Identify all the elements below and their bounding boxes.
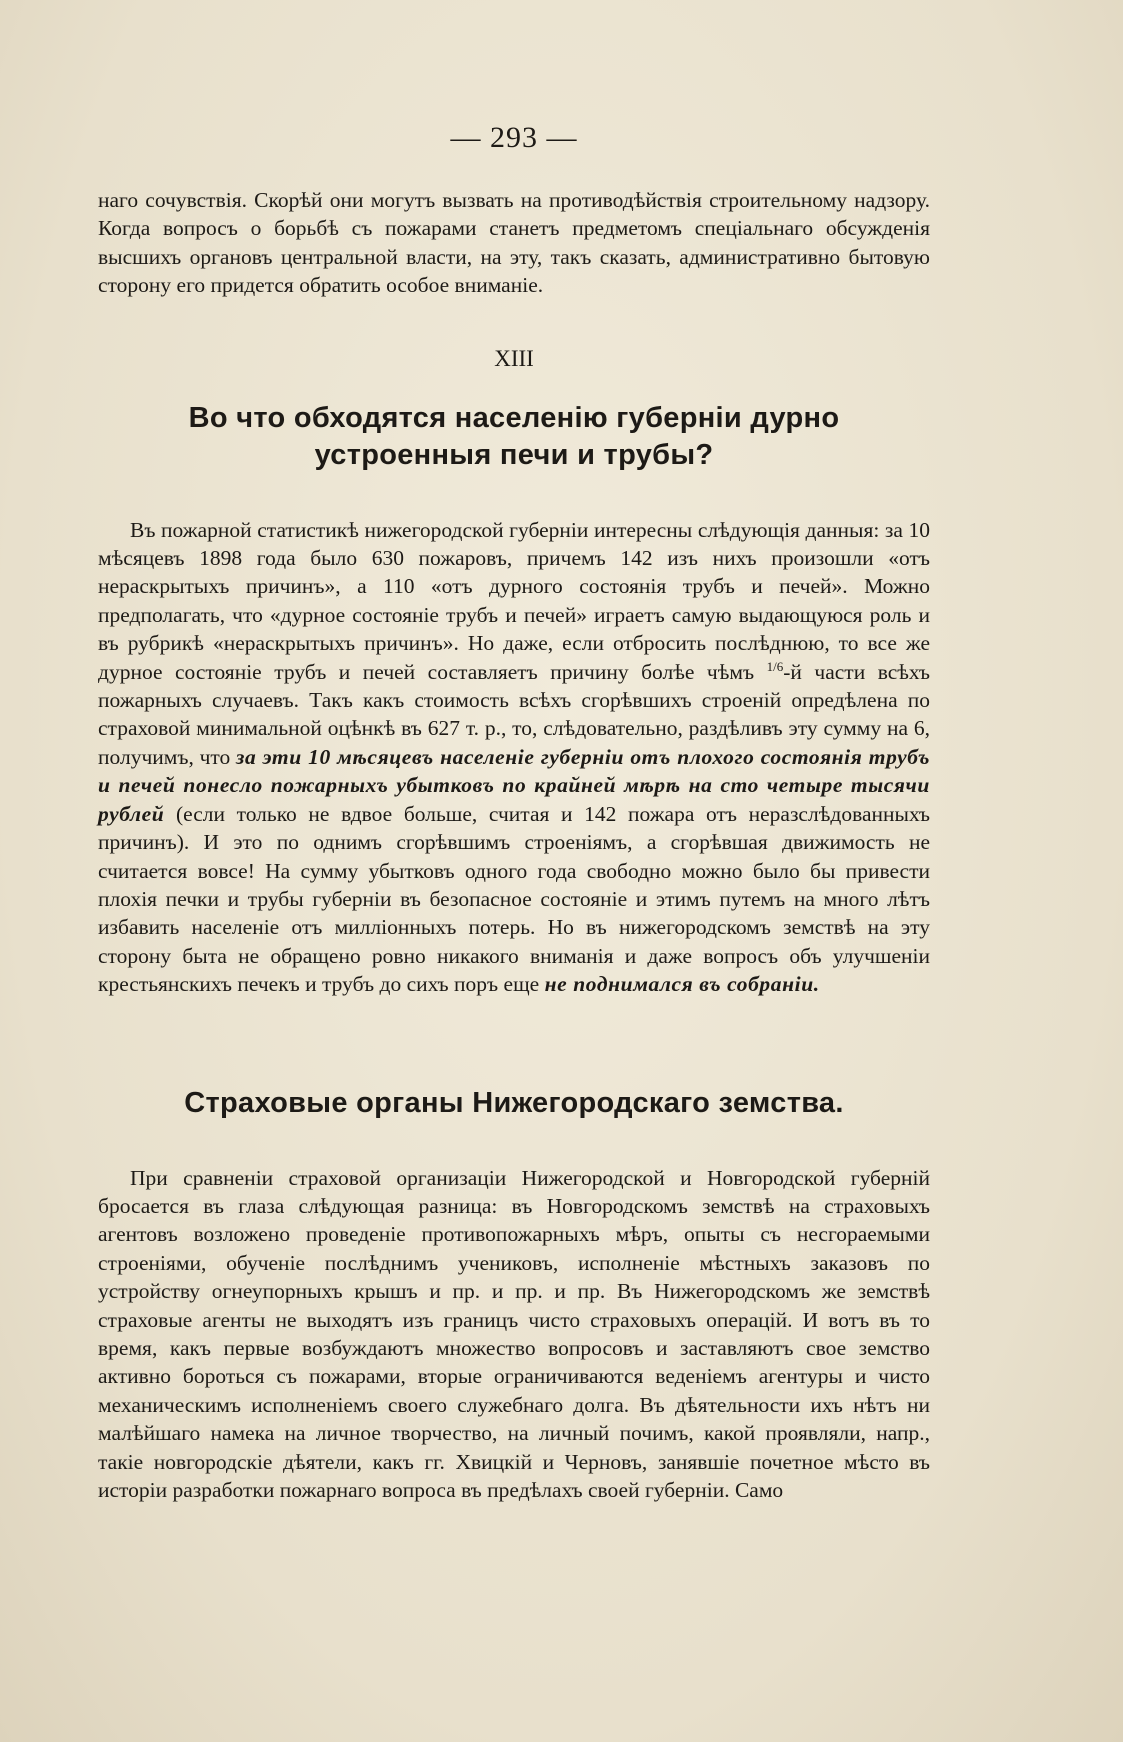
emphasis-text: за эти 10 мѣсяцевъ населеніе губерніи отъ плохого состоянія трубъ и печей понесло пожарныхъ убытковъ по крайней мѣрѣ на сто четыре тысячи рублей: [98, 744, 931, 826]
second-section-paragraph: При сравненіи страховой организаціи Нижегородской и Новгородской губерній бросается въ глаза слѣдующая разница: въ Новгородскомъ земствѣ на страховыхъ агентовъ возложено проведеніе противопожарныхъ мѣръ, опыты съ несгораемыми строеніями, обученіе послѣднимъ учениковъ, исполненіе мѣстныхъ заказовъ по устройству огнеупорныхъ крышъ и пр. и пр. и пр. Въ Нижегородскомъ же земствѣ страховые агенты не выходятъ изъ границъ чисто страховыхъ операцій. И вотъ въ то время, какъ первые возбуждаютъ множество вопросовъ и заставляютъ свое земство активно бороться съ пожарами, вторые ограничиваются веденіемъ агентуры и чисто механическимъ исполненіемъ своего служебнаго долга. Въ дѣятельности ихъ нѣтъ ни малѣйшаго намека на личное творчество, на личный почимъ, какой проявляли, напр., такіе новгородскіе дѣятели, какъ гг. Хвицкій и Черновъ, занявшіе почетное мѣсто въ исторіи разработки пожарнаго вопроса въ предѣлахъ своей губерніи. Само: [98, 1165, 930, 1502]
section-body-paragraph: [98, 516, 930, 999]
body-text: Въ пожарной статистикѣ нижегородской губерніи интересны слѣдующія данныя: за 10 мѣсяцевъ 1898 года было 630 пожаровъ, причемъ 142 изъ нихъ произошли «отъ нераскрытыхъ причинъ», а 110 «отъ дурного состоянія трубъ и печей». Можно предполагать, что «дурное состояніе трубъ и печей» играетъ самую выдающуюся роль и въ рубрикѣ «нераскрытыхъ причинъ». Но даже, если отбросить послѣднюю, то все же дурное состояніе трубъ и печей составляетъ причину болѣе чѣмъ: [98, 517, 930, 684]
section-title: Во что обходятся населенію губерніи дурно устроенныя печи и трубы?: [188, 401, 840, 471]
emphasis-text: не поднимался въ собраніи.: [544, 972, 820, 997]
section-number: XIII: [494, 345, 534, 371]
second-section-title: Страховые органы Нижегородскаго земства.: [184, 1086, 844, 1119]
page-number: — 293 —: [450, 121, 578, 154]
intro-paragraph: наго сочувствія. Скорѣй они могутъ вызвать на противодѣйствія строительному надзору. Когда вопросъ о борьбѣ съ пожарами станетъ предметомъ спеціальнаго обсужденія высшихъ органовъ центральной власти, на эту, такъ сказать, административно бытовую сторону его придется обратить особое вниманіе.: [98, 188, 930, 298]
document-page: [98, 118, 930, 1504]
body-text: -й части всѣхъ пожарныхъ случаевъ. Такъ какъ стоимость всѣхъ сгорѣвшихъ строеній опредѣлена по страховой минимальной оцѣнкѣ въ 627 т. р., то, слѣдовательно, раздѣливъ эту сумму на 6, получимъ, что: [98, 659, 930, 769]
body-text: (если только не вдвое больше, считая и 142 пожара отъ неразслѣдованныхъ причинъ). И это по однимъ сгорѣвшимъ строеніямъ, а сгорѣвшая движимость не считается вовсе! На сумму убытковъ одного года свободно можно было бы привести плохія печки и трубы губерніи въ безопасное состояніе и этимъ путемъ на много лѣтъ избавить населеніе отъ милліонныхъ потерь. Но въ нижегородскомъ земствѣ на эту сторону быта не обращено ровно никакого вниманія и даже вопросъ объ улучшеніи крестьянскихъ печекъ и трубъ до сихъ поръ еще: [98, 801, 930, 997]
fraction-one-sixth: 1/6: [766, 658, 784, 674]
